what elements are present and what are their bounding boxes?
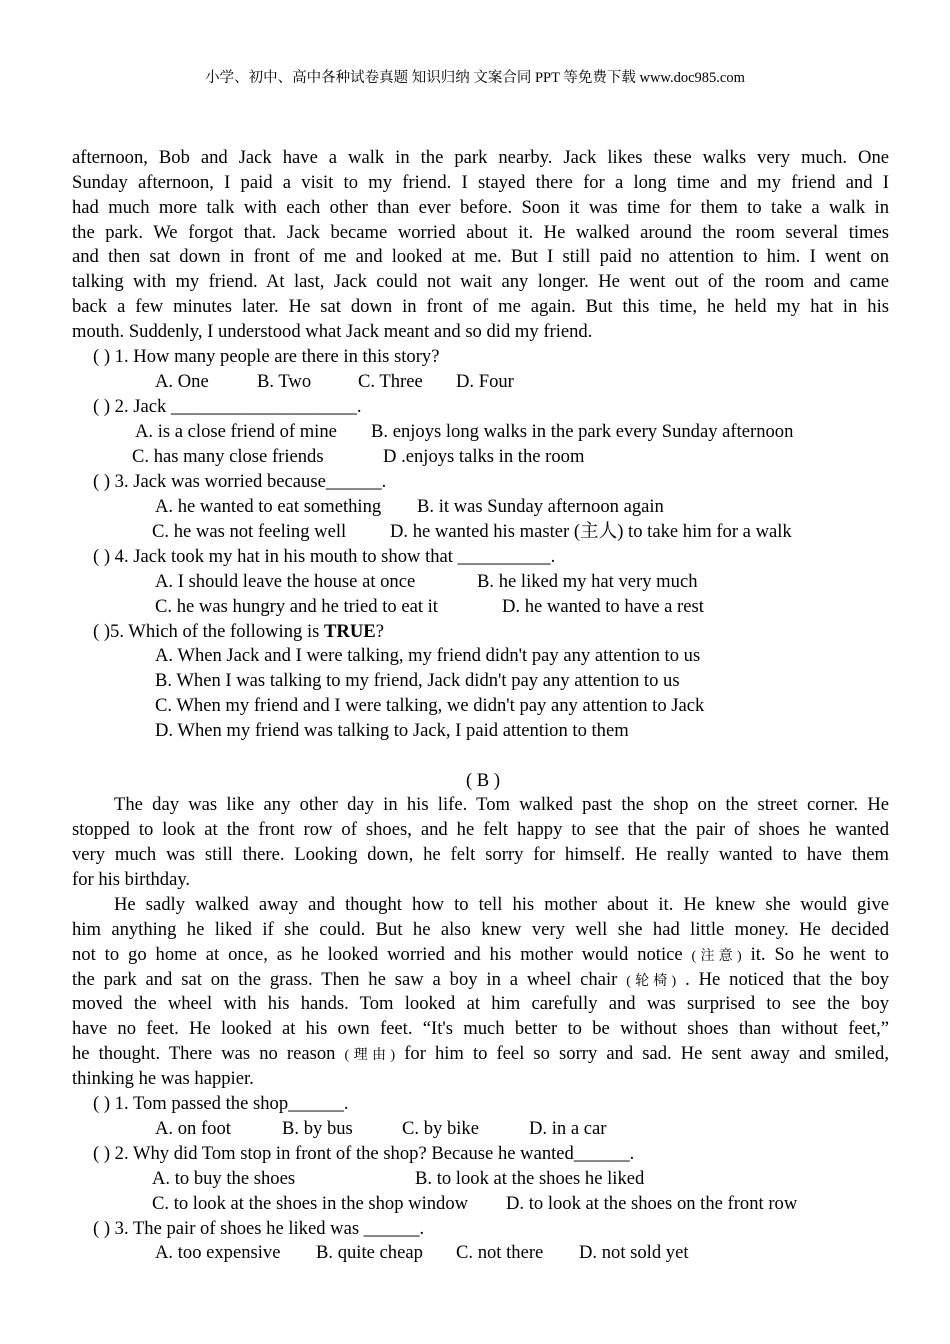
text: it. So he went to [741,944,889,965]
text: he thought. There was no reason [72,1043,345,1064]
question-text: ( )5. Which of the following is [93,621,325,642]
question-4: ( ) 4. Jack took my hat in his mouth to show that __________. [93,546,556,567]
option-a: A. I should leave the house at once [155,571,416,592]
passage-line: stopped to look at the front row of shoes, and he felt happy to see that the pair of shoes he wanted [72,819,889,840]
passage-line [72,967,889,992]
option-d: D. he wanted his master (主人) to take him for a walk [390,521,792,542]
option-b: B. enjoys long walks in the park every Sunday afternoon [371,421,794,442]
option-b: B. he liked my hat very much [477,571,698,592]
text: the park and sat on the grass. Then he saw a boy in a wheel chair [72,969,627,990]
passage-line: Sunday afternoon, I paid a visit to my friend. I stayed there for a long time and my friend and I [72,172,889,193]
option-a: A. is a close friend of mine [135,421,337,442]
option-b: B. it was Sunday afternoon again [417,496,664,517]
option-b: B. quite cheap [316,1242,423,1263]
option-b: B. to look at the shoes he liked [415,1168,645,1189]
passage-line: him anything he liked if she could. But he also knew very well she had little money. He decided [72,919,889,940]
passage-line: very much was still there. Looking down, he felt sorry for himself. He really wanted to have them [72,844,889,865]
option-a: A. to buy the shoes [152,1168,296,1189]
section-b-title: ( B ) [465,770,501,791]
passage-line [72,1041,889,1066]
passage-line: thinking he was happier. [72,1068,254,1089]
option-d: D. When my friend was talking to Jack, I paid attention to them [155,720,629,741]
passage-line: mouth. Suddenly, I understood what Jack meant and so did my friend. [72,321,593,342]
passage-line: talking with my friend. At last, Jack could not wait any longer. He went out of the room and came [72,271,889,292]
passage-line: back a few minutes later. He sat down in front of me again. But this time, he held my hat in his [72,296,889,317]
question-1: ( ) 1. Tom passed the shop______. [93,1093,349,1114]
question-3: ( ) 3. Jack was worried because______. [93,471,387,492]
option-a: A. on foot [155,1118,231,1139]
option-d: D. he wanted to have a rest [502,596,704,617]
text: not to go home at once, as he looked worried and his mother would notice [72,944,692,965]
passage-line: have no feet. He looked at his own feet. “It's much better to be without shoes than without feet,” [72,1018,889,1039]
text: for him to feel so sorry and sad. He sent away and smiled, [395,1043,889,1064]
option-b: B. by bus [282,1118,353,1139]
question-text: ? [375,621,384,642]
gloss: (理由) [344,1048,396,1063]
option-c: C. he was hungry and he tried to eat it [155,596,438,617]
option-d: D. Four [456,371,514,392]
option-a: A. he wanted to eat something [155,496,382,517]
option-c: C. by bike [402,1118,479,1139]
option-d: D. to look at the shoes on the front row [506,1193,798,1214]
option-c: C. not there [456,1242,544,1263]
question-3: ( ) 3. The pair of shoes he liked was ______. [93,1218,425,1239]
option-a: A. One [155,371,209,392]
passage-line: had much more talk with each other than ever before. Soon it was time for them to take a walk in [72,197,889,218]
option-d: D .enjoys talks in the room [383,446,585,467]
option-a: A. When Jack and I were talking, my friend didn't pay any attention to us [155,645,701,666]
question-1: ( ) 1. How many people are there in this story? [93,346,440,367]
passage-line [72,942,889,967]
page-header: 小学、初中、高中各种试卷真题 知识归纳 文案合同 PPT 等免费下载 www.doc985.com [205,70,745,86]
question-5 [93,619,910,644]
passage-line: and then sat down in front of me and looked at me. But I still paid no attention to him. I went on [72,246,889,267]
passage-line: for his birthday. [72,869,191,890]
passage-line: He sadly walked away and thought how to tell his mother about it. He knew she would give [114,894,889,915]
passage-line: the park. We forgot that. Jack became worried about it. He walked around the room several times [72,222,889,243]
gloss: (注意) [691,949,742,964]
passage-line: moved the wheel with his hands. Tom looked at him carefully and was surprised to see the boy [72,993,889,1014]
passage-line: The day was like any other day in his life. Tom walked past the shop on the street corner. He [114,794,889,815]
option-b: B. Two [257,371,312,392]
option-d: D. not sold yet [579,1242,689,1263]
gloss: (轮椅) [626,974,677,989]
option-d: D. in a car [529,1118,607,1139]
question-2: ( ) 2. Why did Tom stop in front of the shop? Because he wanted______. [93,1143,635,1164]
passage-line: afternoon, Bob and Jack have a walk in the park nearby. Jack likes these walks very much. One [72,147,889,168]
option-c: C. Three [358,371,423,392]
text: . He noticed that the boy [676,969,890,990]
question-2: ( ) 2. Jack ____________________. [93,396,362,417]
option-c: C. he was not feeling well [152,521,347,542]
option-c: C. to look at the shoes in the shop window [152,1193,469,1214]
option-b: B. When I was talking to my friend, Jack didn't pay any attention to us [155,670,680,691]
question-emphasis: TRUE [324,621,376,642]
option-c: C. has many close friends [132,446,324,467]
option-a: A. too expensive [155,1242,281,1263]
option-c: C. When my friend and I were talking, we didn't pay any attention to Jack [155,695,705,716]
